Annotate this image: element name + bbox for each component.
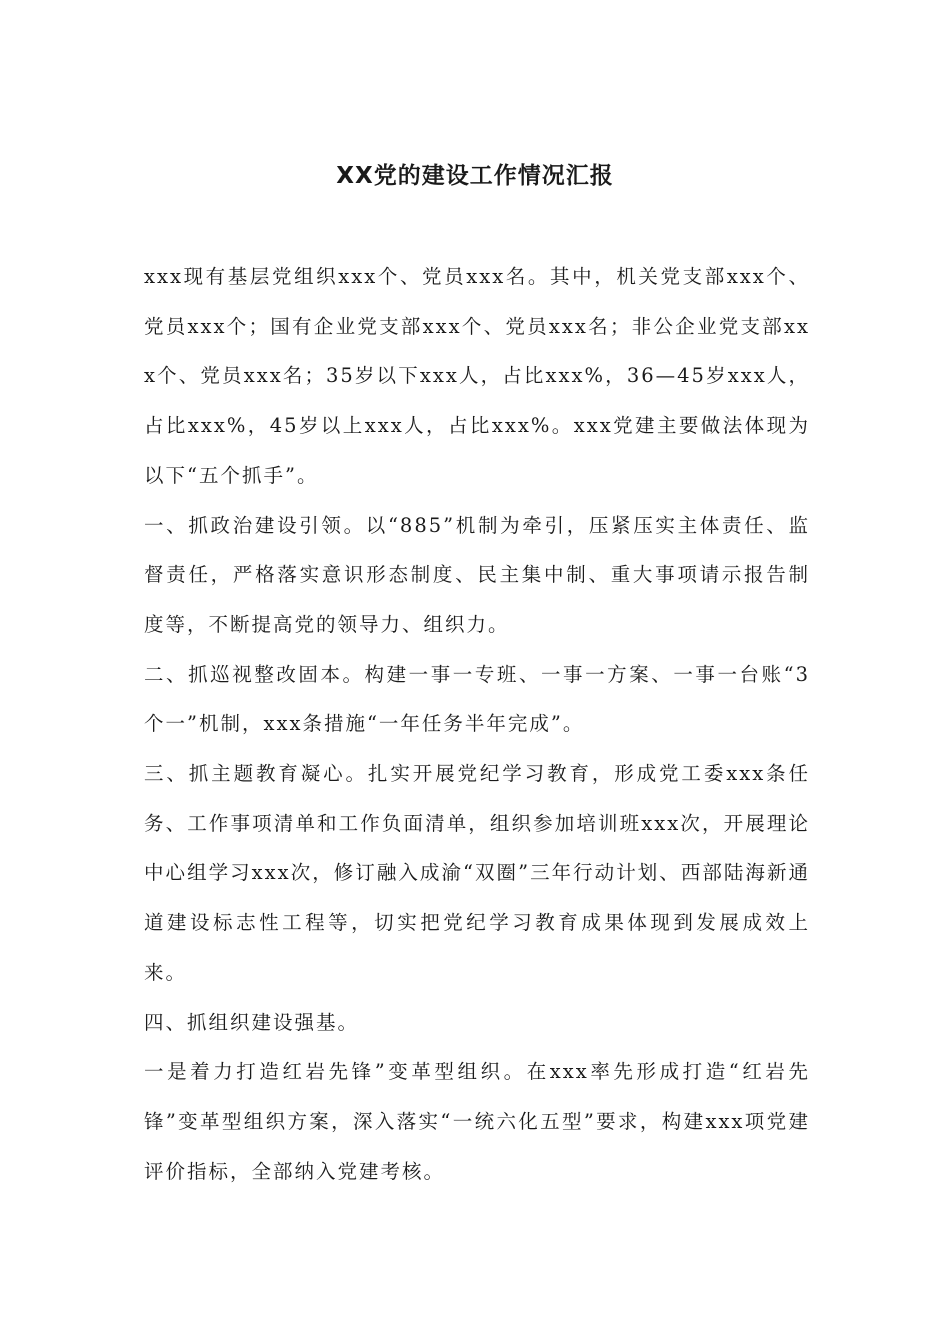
section-4-item-1-paragraph: 一是着力打造红岩先锋”变革型组织。在xxx率先形成打造“红岩先锋”变革型组织方案，深入落实“一统六化五型”要求，构建xxx项党建评价指标，全部纳入党建考核。 [144,1060,810,1183]
section-4-heading: 四、抓组织建设强基。 [144,1010,360,1034]
intro-paragraph: xxx现有基层党组织xxx个、党员xxx名。其中，机关党支部xxx个、党员xxx个；国有企业党支部xxx个、党员xxx名；非公企业党支部xxx个、党员xxx名；35岁以下xxx人，占比xxx%，36—45岁xxx人，占比xxx%，45岁以上xxx人，占比xxx%。xxx党建主要做法体现为以下“五个抓手”。 [144,265,810,487]
section-2-paragraph: 二、抓巡视整改固本。构建一事一专班、一事一方案、一事一台账“3个一”机制，xxx条措施“一年任务半年完成”。 [144,662,810,736]
document-body [144,252,810,1196]
document-title: XX党的建设工作情况汇报 [336,163,614,189]
section-1-paragraph: 一、抓政治建设引领。以“885”机制为牵引，压紧压实主体责任、监督责任，严格落实意识形态制度、民主集中制、重大事项请示报告制度等，不断提高党的领导力、组织力。 [144,513,810,636]
section-3-paragraph: 三、抓主题教育凝心。扎实开展党纪学习教育，形成党工委xxx条任务、工作事项清单和工作负面清单，组织参加培训班xxx次，开展理论中心组学习xxx次，修订融入成渝“双圈”三年行动计划、西部陆海新通道建设标志性工程等，切实把党纪学习教育成果体现到发展成效上来。 [144,762,810,984]
